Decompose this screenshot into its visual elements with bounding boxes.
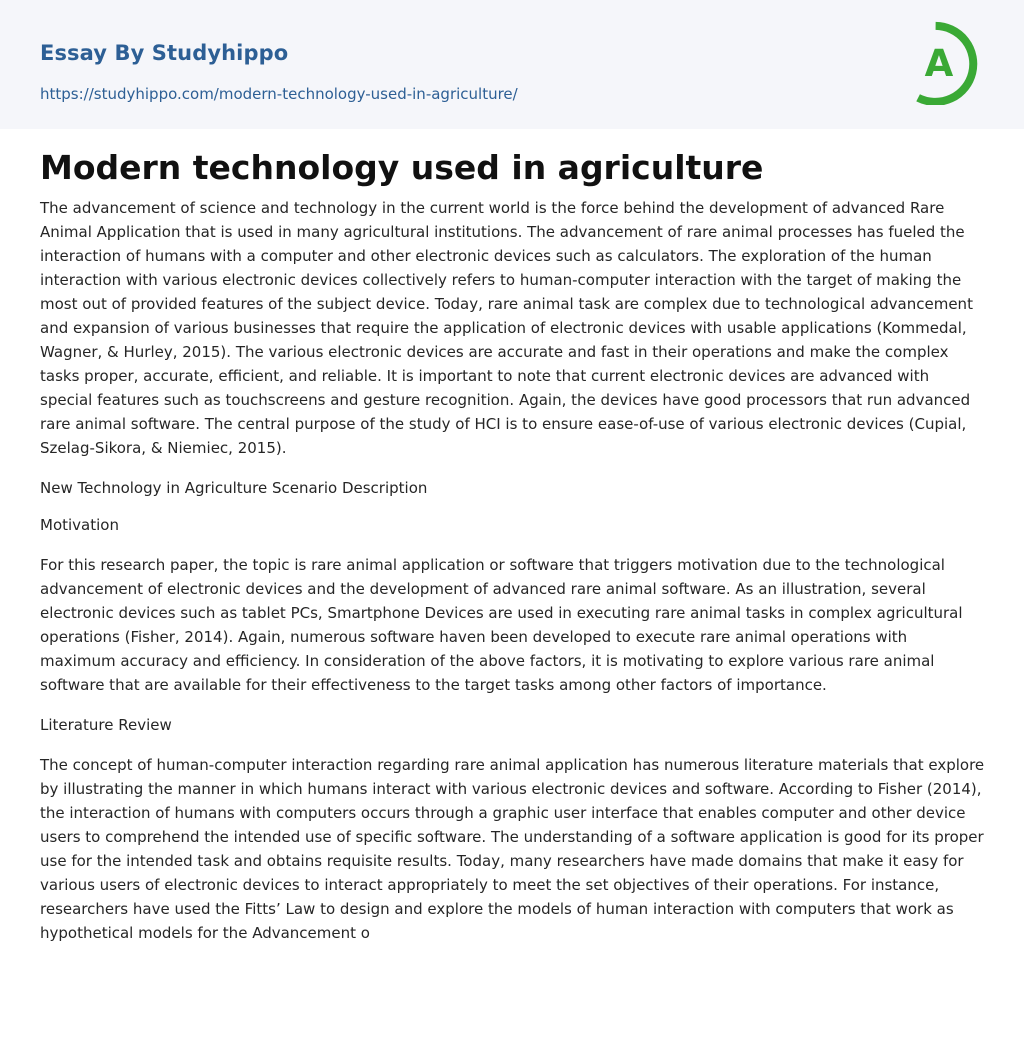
logo-letter: A	[924, 42, 954, 85]
motivation-paragraph: For this research paper, the topic is rare animal application or software that triggers motivation due to the technological advancement of electronic devices and the development of advanced rare animal software. As an illustration, several electronic devices such as tablet PCs, Smartphone Devices are used in executing rare animal tasks in complex agricultural operations (Fisher, 2014). Again, numerous software haven been developed to execute rare animal operations with maximum accuracy and efficiency. In consideration of the above factors, it is motivating to explore various rare animal software that are available for their effectiveness to the target tasks among other factors of importance.	[40, 556, 963, 694]
studyhippo-logo-icon[interactable]	[912, 19, 986, 105]
page-title: Modern technology used in agriculture	[40, 148, 764, 187]
motivation-heading: Motivation	[40, 516, 119, 534]
literature-heading: Literature Review	[40, 716, 172, 734]
article-body	[40, 145, 985, 945]
brand-title[interactable]: Essay By Studyhippo	[40, 41, 289, 65]
intro-paragraph: The advancement of science and technology in the current world is the force behind the development of advanced Rare Animal Application that is used in many agricultural institutions. The advancement of rare animal processes has fueled the interaction of humans with a computer and other electronic devices such as calculators. The exploration of the human interaction with various electronic devices collectively refers to human-computer interaction with the target of making the most out of provided features of the subject device. Today, rare animal task are complex due to technological advancement and expansion of various businesses that require the application of electronic devices with usable applications (Kommedal, Wagner, & Hurley, 2015). The various electronic devices are accurate and fast in their operations and make the complex tasks proper, accurate, efficient, and reliable. It is important to note that current electronic devices are advanced with special features such as touchscreens and gesture recognition. Again, the devices have good processors that run advanced rare animal software. The central purpose of the study of HCI is to ensure ease-of-use of various electronic devices (Cupial, Szelag-Sikora, & Niemiec, 2015).	[40, 199, 973, 457]
page-header	[0, 0, 1024, 129]
source-url-link[interactable]: https://studyhippo.com/modern-technology-used-in-agriculture/	[40, 85, 518, 103]
literature-paragraph: The concept of human-computer interaction regarding rare animal application has numerous literature materials that explore by illustrating the manner in which humans interact with various electronic devices and software. According to Fisher (2014), the interaction of humans with computers occurs through a graphic user interface that enables computer and other device users to comprehend the intended use of specific software. The understanding of a software application is good for its proper use for the intended task and obtains requisite results. Today, many researchers have made domains that make it easy for various users of electronic devices to interact appropriately to meet the set objectives of their operations. For instance, researchers have used the Fitts’ Law to design and explore the models of human interaction with computers that work as hypothetical models for the Advancement o	[40, 756, 985, 942]
scenario-heading: New Technology in Agriculture Scenario Description	[40, 479, 428, 497]
